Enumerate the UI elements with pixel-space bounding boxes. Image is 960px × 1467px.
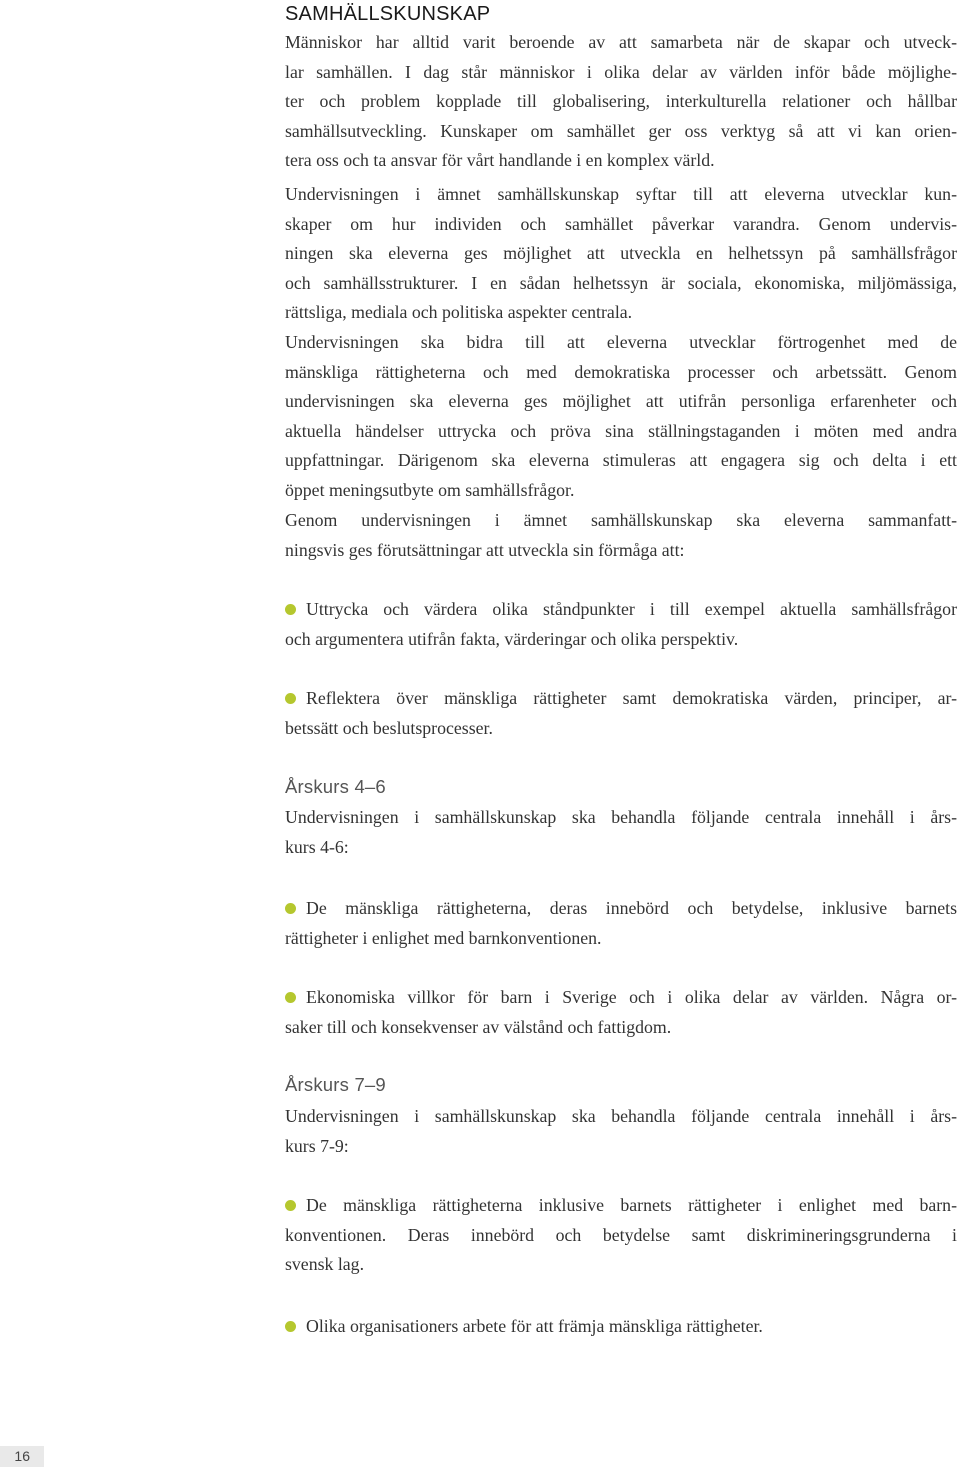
text-line: lar samhällen. I dag står människor i olika delar av världen inför både möjlighe- [285, 61, 957, 82]
bullet-dot-icon [285, 1321, 296, 1332]
text-line: konventionen. Deras innebörd och betydelse samt diskrimineringsgrunderna i [285, 1224, 957, 1245]
text-line: uppfattningar. Därigenom ska eleverna stimuleras att engagera sig och delta i ett [285, 450, 957, 470]
bullet-dot-icon [285, 693, 296, 704]
text-line: Undervisningen i samhällskunskap ska behandla följande centrala innehåll i års- [285, 1106, 957, 1126]
text-line: skaper om hur individen och samhället påverkar varandra. Genom undervis- [285, 213, 957, 234]
text-line: undervisningen ska eleverna ges möjlighet att utifrån personliga erfarenheter och [285, 391, 957, 411]
bullet-dot-icon [285, 903, 296, 914]
section-heading-7-9: Årskurs 7–9 [285, 1074, 386, 1095]
text-line: aktuella händelser uttrycka och pröva sina ställningstaganden i möten med andra [285, 420, 957, 441]
content-text: De mänskliga rättigheterna, deras innebörd och betydelse, inklusive barnets [306, 898, 957, 918]
content-item [285, 1191, 957, 1280]
text-line: Undervisningen ska bidra till att eleverna utvecklar förtrogenhet med de [285, 332, 957, 352]
bullet-dot-icon [285, 604, 296, 615]
content-text: Olika organisationers arbete för att främja mänskliga rättigheter. [306, 1316, 763, 1336]
text-line: öppet meningsutbyte om samhällsfrågor. [285, 479, 575, 500]
text-line: samhällsutveckling. Kunskaper om samhället ger oss verktyg så att vi kan orien- [285, 120, 957, 141]
goal-item [285, 595, 957, 654]
text-line: Människor har alltid varit beroende av att samarbeta när de skapar och utveck- [285, 32, 957, 52]
goal-text: Uttrycka och värdera olika ståndpunkter i till exempel aktuella samhällsfrågor [306, 599, 957, 619]
content-item [285, 983, 957, 1042]
text-line: saker till och konsekvenser av välstånd och fattigdom. [285, 1016, 672, 1037]
bullet-dot-icon [285, 1200, 296, 1211]
text-line: kurs 7-9: [285, 1135, 349, 1156]
text-line: och samhällsstrukturer. I en sådan helhetssyn är sociala, ekonomiska, miljömässiga, [285, 272, 957, 293]
rights-paragraph [285, 328, 957, 505]
text-line: och argumentera utifrån fakta, värderingar och olika perspektiv. [285, 628, 739, 649]
goal-item [285, 684, 957, 743]
text-line: svensk lag. [285, 1254, 365, 1274]
text-line: rättsliga, mediala och politiska aspekter centrala. [285, 302, 633, 322]
summary-paragraph [285, 506, 957, 565]
page-number: 16 [0, 1446, 44, 1467]
text-line: ningen ska eleverna ges möjlighet att utveckla en helhetssyn på samhällsfrågor [285, 243, 957, 263]
section-heading-4-6: Årskurs 4–6 [285, 776, 386, 797]
content-text: Ekonomiska villkor för barn i Sverige och i olika delar av världen. Några or- [306, 987, 957, 1007]
text-line: ningsvis ges förutsättningar att utveckla sin förmåga att: [285, 539, 685, 560]
goal-text: Reflektera över mänskliga rättigheter samt demokratiska värden, principer, ar- [306, 688, 957, 708]
content-item [285, 894, 957, 953]
text-line: kurs 4-6: [285, 836, 349, 857]
purpose-paragraph [285, 180, 957, 328]
bullet-dot-icon [285, 992, 296, 1003]
content-text: De mänskliga rättigheterna inklusive barnets rättigheter i enlighet med barn- [306, 1195, 957, 1215]
text-line: rättigheter i enlighet med barnkonventionen. [285, 927, 602, 948]
text-line: Undervisningen i samhällskunskap ska behandla följande centrala innehåll i års- [285, 807, 957, 827]
section-intro [285, 1102, 957, 1161]
intro-paragraph [285, 28, 957, 176]
text-line: ter och problem kopplade till globalisering, interkulturella relationer och hållbar [285, 91, 957, 111]
text-line: Genom undervisningen i ämnet samhällskunskap ska eleverna sammanfatt- [285, 510, 957, 530]
section-intro [285, 803, 957, 862]
text-line: betssätt och beslutsprocesser. [285, 717, 493, 738]
page-title: SAMHÄLLSKUNSKAP [285, 3, 491, 25]
text-line: Undervisningen i ämnet samhällskunskap syftar till att eleverna utvecklar kun- [285, 184, 957, 204]
text-line: mänskliga rättigheterna och med demokratiska processer och arbetssätt. Genom [285, 361, 957, 382]
text-line: tera oss och ta ansvar för vårt handlande i en komplex värld. [285, 150, 715, 170]
content-item [285, 1312, 957, 1342]
